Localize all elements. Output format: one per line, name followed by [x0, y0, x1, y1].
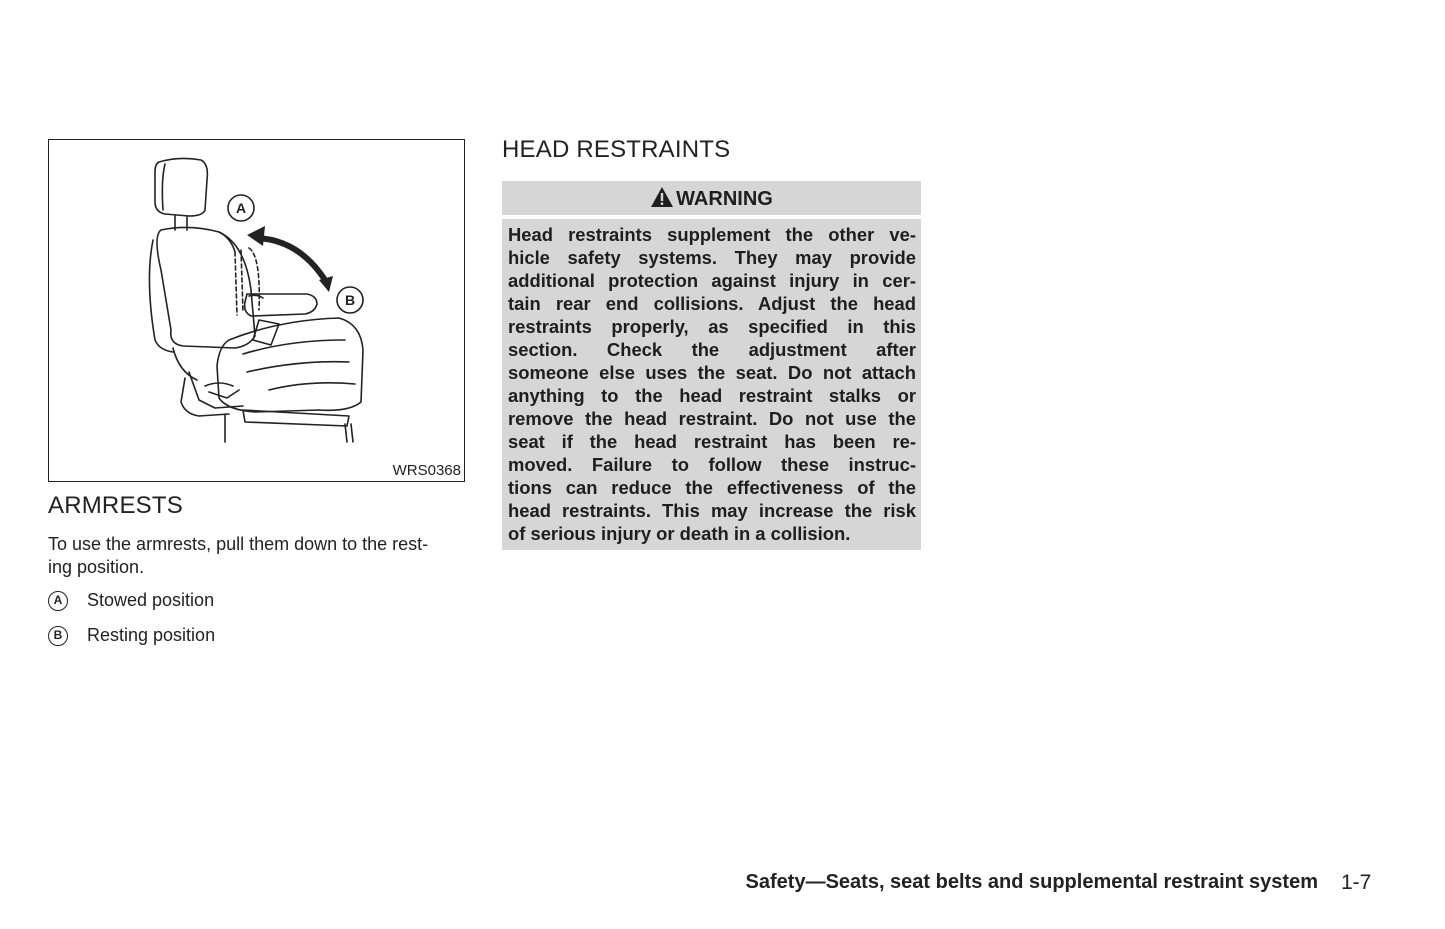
warning-line: Head restraints supplement the other ve- — [508, 224, 916, 245]
warning-line: head restraints. This may increase the risk — [508, 500, 916, 521]
figure-label-b: B — [344, 292, 356, 308]
warning-triangle-icon — [650, 186, 674, 208]
armrests-title: ARMRESTS — [48, 492, 183, 519]
armrests-body-line-2: ing position. — [48, 557, 145, 577]
page-number: 1-7 — [1341, 871, 1372, 894]
seat-drawing — [49, 140, 466, 483]
head-restraints-title: HEAD RESTRAINTS — [502, 136, 731, 163]
warning-line: section. Check the adjustment after — [508, 339, 916, 360]
legend-text-a: Stowed position — [87, 590, 215, 610]
warning-line: anything to the head restraint stalks or — [508, 385, 916, 406]
legend-marker-b: B — [48, 626, 68, 646]
warning-line: someone else uses the seat. Do not attach — [508, 362, 916, 383]
legend-text-b: Resting position — [87, 625, 216, 645]
warning-line: remove the head restraint. Do not use the — [508, 408, 916, 429]
warning-line: tain rear end collisions. Adjust the head — [508, 293, 916, 314]
warning-line: hicle safety systems. They may provide — [508, 247, 916, 268]
figure-code: WRS0368 — [392, 462, 461, 479]
warning-line: of serious injury or death in a collision. — [508, 523, 851, 544]
figure-label-a: A — [235, 200, 247, 216]
footer-section-title: Safety—Seats, seat belts and supplemental restraint system — [745, 871, 1318, 893]
armrests-body — [48, 533, 468, 579]
warning-line: additional protection against injury in cer- — [508, 270, 916, 291]
warning-line: moved. Failure to follow these instruc- — [508, 454, 916, 475]
warning-body — [502, 219, 921, 550]
armrests-body-line-1: To use the armrests, pull them down to the rest- — [48, 534, 429, 554]
warning-line: tions can reduce the effectiveness of the — [508, 477, 916, 498]
warning-line: restraints properly, as specified in this — [508, 316, 916, 337]
warning-label: WARNING — [676, 188, 773, 210]
warning-line: seat if the head restraint has been re- — [508, 431, 916, 452]
seat-armrest-illustration — [48, 139, 465, 482]
legend-marker-a: A — [48, 591, 68, 611]
warning-header — [502, 181, 921, 215]
